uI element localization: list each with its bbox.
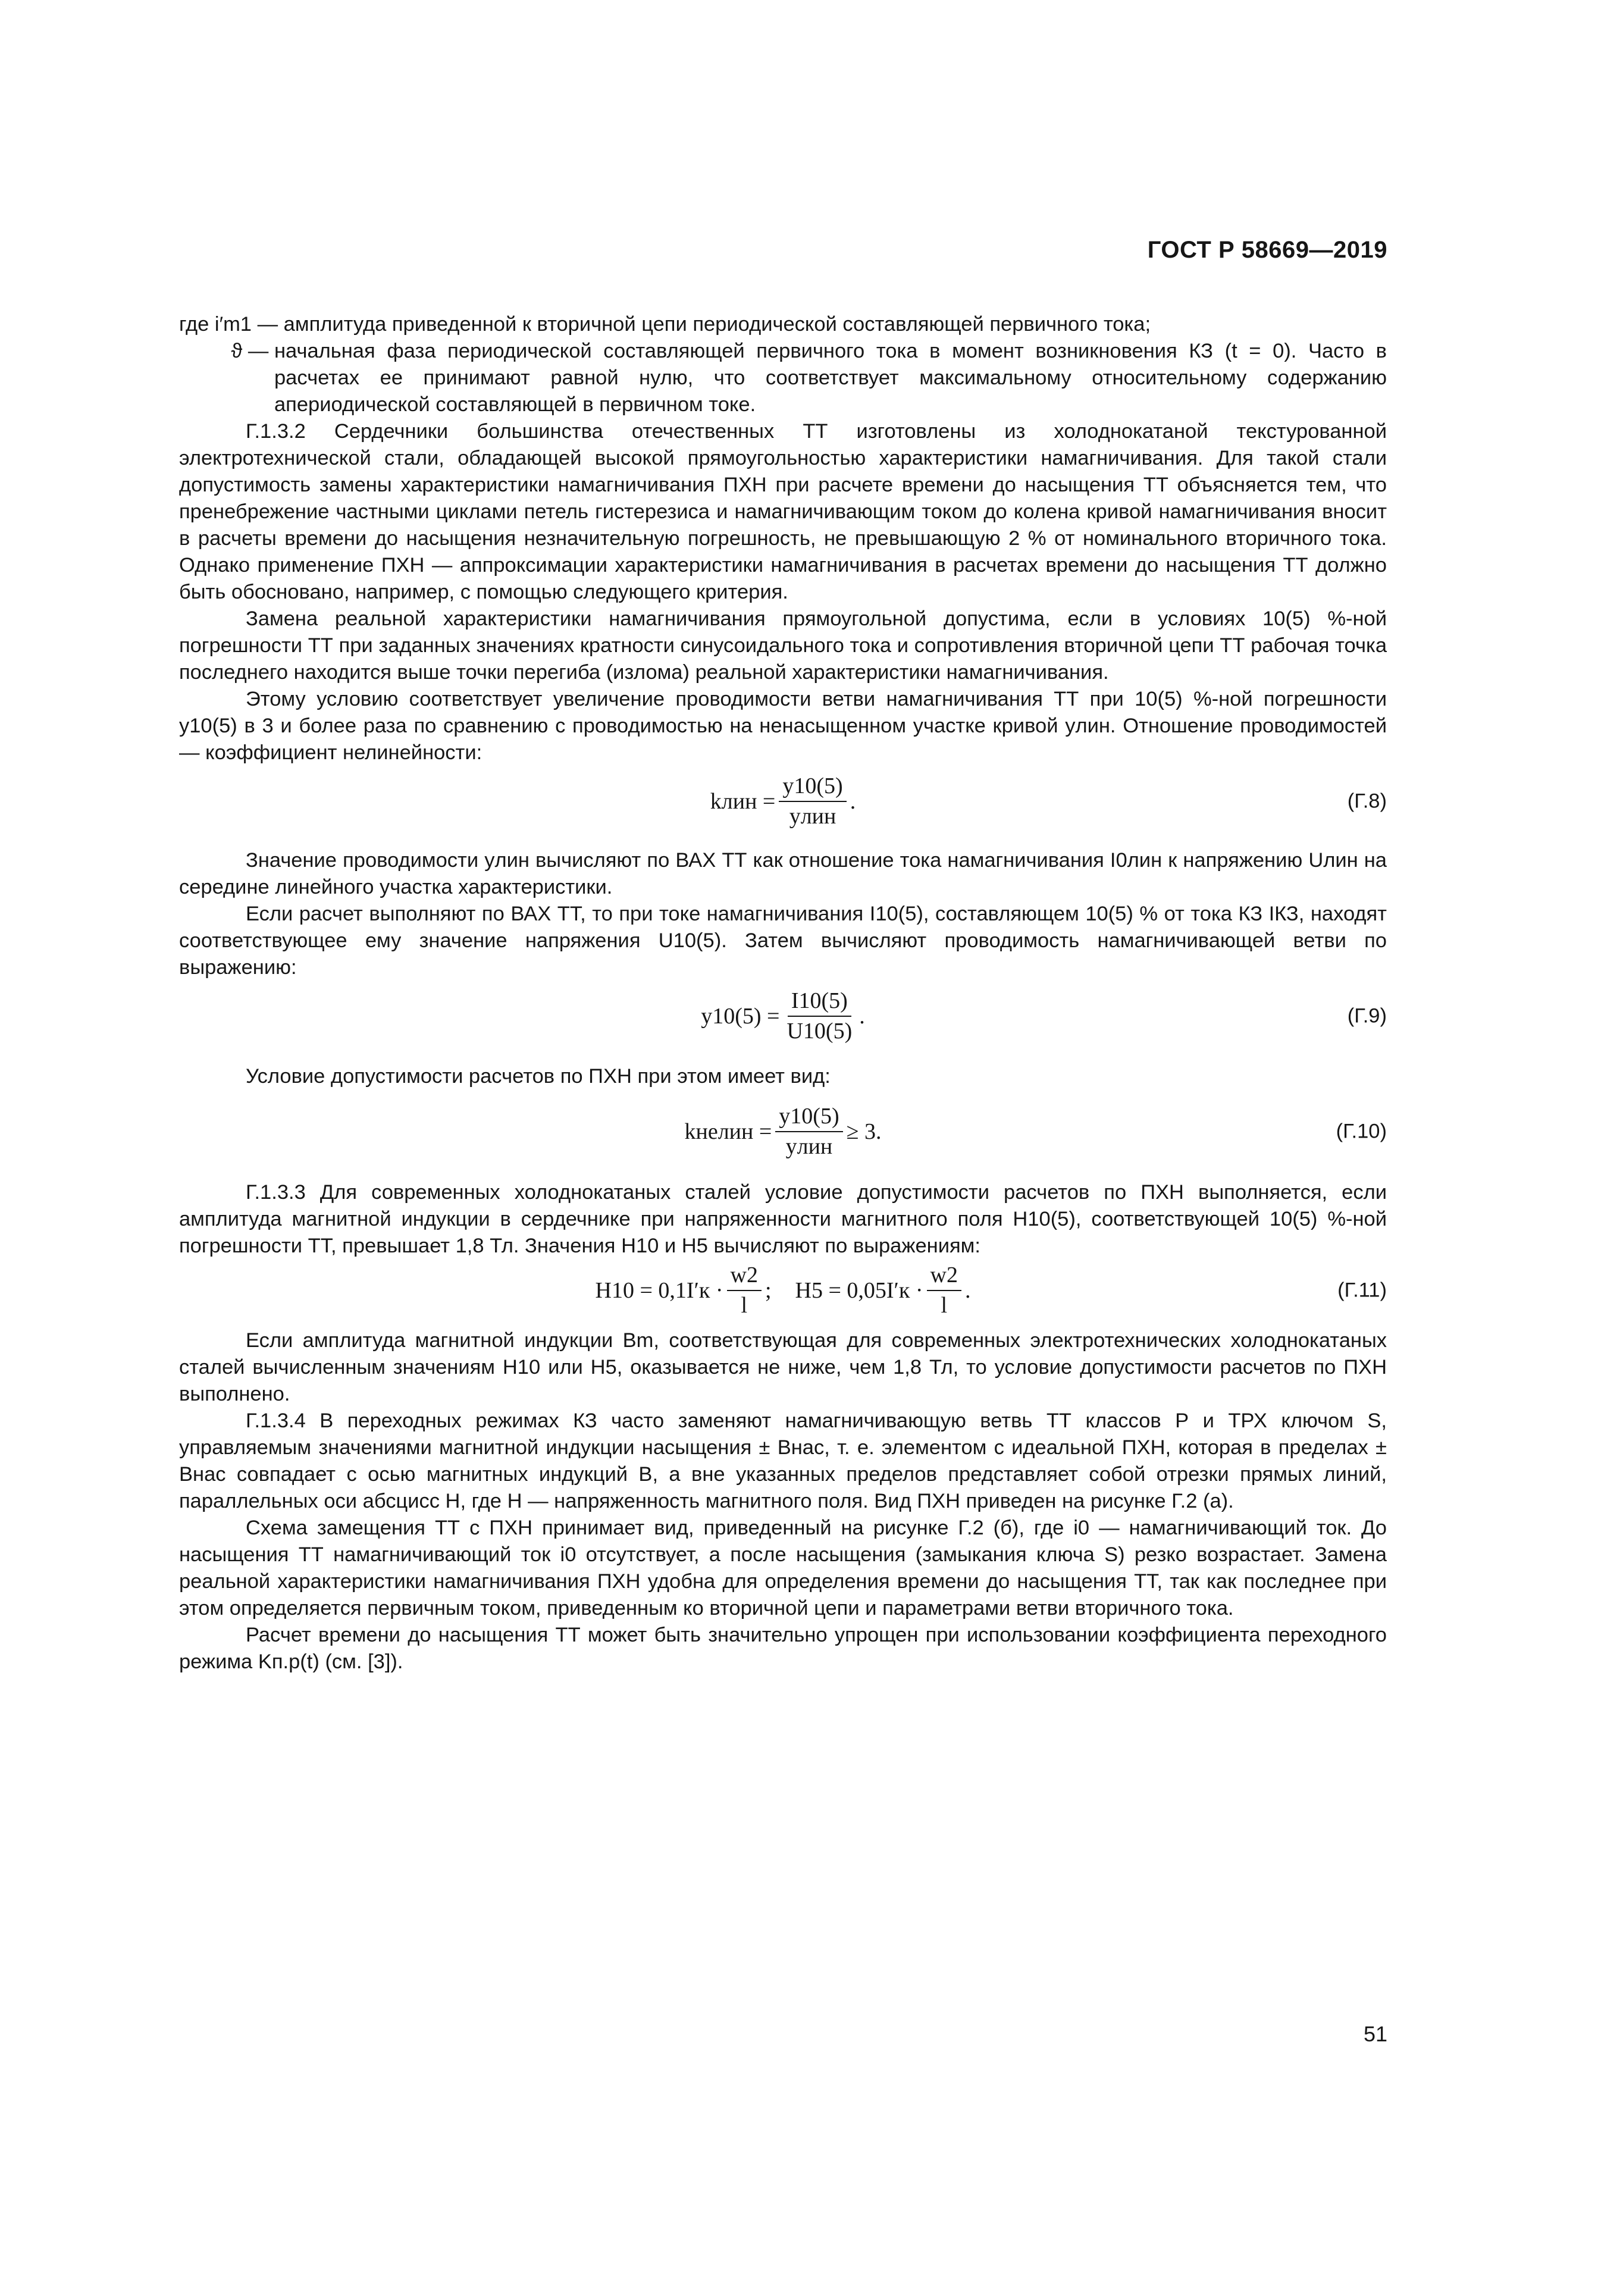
fraction [783,988,856,1045]
paragraph: Г.1.3.4 В переходных режимах КЗ часто заменяют намагничивающую ветвь ТТ классов Р и ТРХ ключом S, управляемым значениями магнитной индукции насыщения ± Bнас, т. е. элементом с идеальной ПХН, которая в пределах ± Bнас совпадает с осью магнитных индукций B, а вне указанных пределов представляет собой отрезки прямых линий, параллельных оси абсцисс H, где H — напряженность магнитного поля. Вид ПХН приведен на рисунке Г.2 (а). [179,1409,1387,1512]
definition-im1 [179,311,1387,338]
formula-number: (Г.10) [1336,1120,1387,1143]
formula-lhs: y10(5) = [701,1003,780,1029]
definition-term: ϑ — [231,340,274,362]
fraction [927,1262,961,1319]
page-number: 51 [1363,2022,1387,2046]
formula-lhs: H5 = 0,05I′к · [795,1277,923,1303]
definition-theta [179,338,1387,418]
fraction [779,773,846,830]
fraction-numerator: I10(5) [788,988,851,1017]
fraction-denominator: l [741,1293,748,1318]
paragraph: Замена реальной характеристики намагничивания прямоугольной допустима, если в условиях 10(5) %-ной погрешности ТТ при заданных значениях кратности синусоидального тока и сопротивления вторичной цепи ТТ рабочая точка последнего находится выше точки перегиба (излома) реальной характеристики намагничивания. [179,607,1387,684]
fraction-denominator: l [941,1293,947,1318]
fraction-numerator: y10(5) [775,1103,842,1132]
formula-g9 [179,981,1387,1051]
formula-lhs: H10 = 0,1I′к · [595,1277,723,1303]
paragraph: Расчет времени до насыщения ТТ может быть значительно упрощен при использовании коэффициента переходного режима Kп.р(t) (см. [3]). [179,1624,1387,1673]
fraction [727,1262,762,1319]
formula-lhs: kлин = [710,788,776,814]
paragraph: Если расчет выполняют по ВАХ ТТ, то при токе намагничивания I10(5), составляющем 10(5) % от тока КЗ IКЗ, находят соответствующее ему значение напряжения U10(5). Затем вычисляют проводимость намагничивающей ветви по выражению: [179,903,1387,979]
fraction [775,1103,842,1160]
formula-g10 [179,1090,1387,1173]
fraction-denominator: yлин [785,1134,833,1159]
definition-text: начальная фаза периодической составляющей первичного тока в момент возникновения КЗ (t = 0). Часто в расчетах ее принимают равной нулю, что соответствует максимальному относительному содержанию апериодической составляющей в первичном токе. [274,340,1387,416]
document-body [179,311,1387,1675]
fraction-denominator: yлин [789,804,836,829]
paragraph: Г.1.3.3 Для современных холоднокатаных сталей условие допустимости расчетов по ПХН выполняется, если амплитуда магнитной индукции в сердечнике при напряженности магнитного поля H10(5), соответствующей 10(5) %-ной погрешности ТТ, превышает 1,8 Тл. Значения H10 и H5 вычисляют по выражениям: [179,1181,1387,1257]
document-header: ГОСТ Р 58669—2019 [1147,237,1387,263]
paragraph: Г.1.3.2 Сердечники большинства отечественных ТТ изготовлены из холоднокатаной текстурованной электротехнической стали, обладающей высокой прямоугольностью характеристики намагничивания. Для такой стали допустимость замены характеристики намагничивания ПХН при расчете времени до насыщения ТТ объясняется тем, что пренебрежение частными циклами петель гистерезиса и намагничивающим током до колена кривой намагничивания вносит в расчеты времени до насыщения незначительную погрешность, не превышающую 2 % от номинального вторичного тока. Однако применение ПХН — аппроксимации характеристики намагничивания в расчетах времени до насыщения ТТ должно быть обосновано, например, с помощью следующего критерия. [179,420,1387,603]
paragraph: Значение проводимости yлин вычисляют по ВАХ ТТ как отношение тока намагничивания I0лин к напряжению Uлин на середине линейного участка характеристики. [179,849,1387,898]
definition-text: амплитуда приведенной к вторичной цепи периодической составляющей первичного тока; [283,313,1151,336]
formula-tail: . [859,1003,865,1029]
formula-number: (Г.8) [1347,790,1387,813]
paragraph: Этому условию соответствует увеличение проводимости ветви намагничивания ТТ при 10(5) %-ной погрешности y10(5) в 3 и более раза по сравнению с проводимостью на ненасыщенном участке кривой yлин. Отношение проводимостей — коэффициент нелинейности: [179,688,1387,764]
formula-g11 [179,1260,1387,1321]
fraction-denominator: U10(5) [787,1019,853,1044]
definition-term: где i′m1 — [179,313,284,336]
fraction-numerator: w2 [727,1262,762,1291]
formula-tail: . [850,788,856,814]
formula-tail: ; [764,1277,772,1303]
fraction-numerator: y10(5) [779,773,846,802]
formula-lhs: kнелин = [684,1119,772,1144]
paragraph: Схема замещения ТТ с ПХН принимает вид, приведенный на рисунке Г.2 (б), где i0 — намагничивающий ток. До насыщения ТТ намагничивающий ток i0 отсутствует, а после насыщения (замыкания ключа S) резко возрастает. Замена реальной характеристики намагничивания ПХН удобна для определения времени до насыщения ТТ, так как последнее при этом определяется первичным током, приведенным ко вторичной цепи и параметрами ветви вторичного тока. [179,1517,1387,1620]
paragraph: Если амплитуда магнитной индукции Bm, соответствующая для современных электротехнических холоднокатаных сталей вычисленным значениям H10 или H5, оказывается не ниже, чем 1,8 Тл, то условие допустимости расчетов по ПХН выполнено. [179,1329,1387,1405]
formula-number: (Г.9) [1347,1004,1387,1028]
fraction-numerator: w2 [927,1262,961,1291]
formula-g8 [179,766,1387,837]
formula-tail: . [964,1277,971,1303]
paragraph: Условие допустимости расчетов по ПХН при этом имеет вид: [246,1065,831,1088]
formula-number: (Г.11) [1337,1279,1387,1302]
formula-tail: ≥ 3. [846,1119,882,1144]
